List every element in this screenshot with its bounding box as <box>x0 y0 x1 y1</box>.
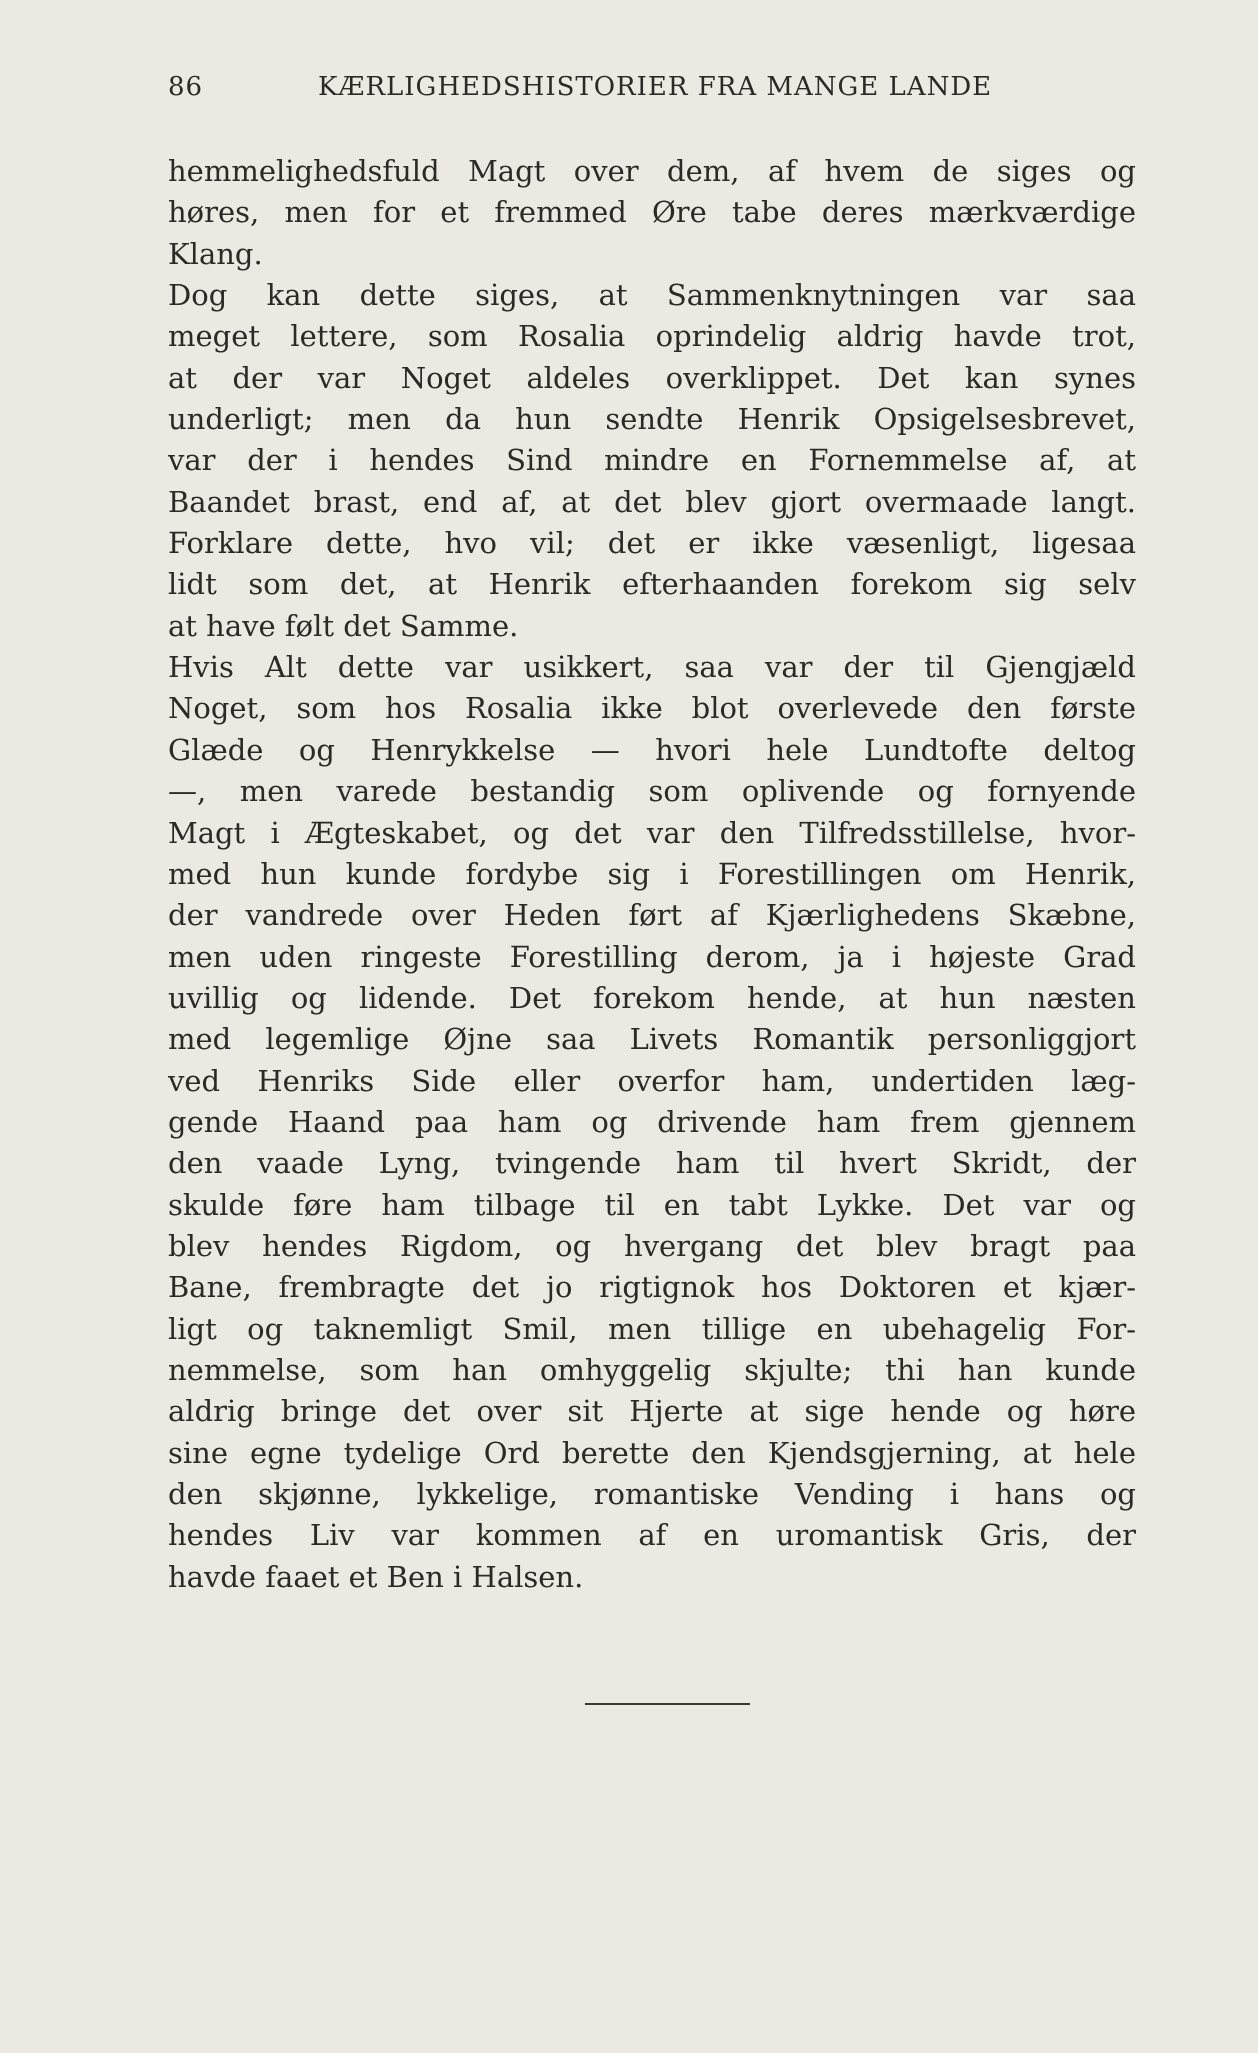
text-line: ligt og taknemligt Smil, men tillige en ubehagelig For- <box>168 1311 1136 1346</box>
text-line: var der i hendes Sind mindre en Fornemmelse af, at <box>168 443 1136 478</box>
text-line: uvillig og lidende. Det forekom hende, at hun næsten <box>168 980 1136 1015</box>
text-line: Hvis Alt dette var usikkert, saa var der til Gjengjæld <box>168 650 1136 685</box>
text-line: men uden ringeste Forestilling derom, ja i højeste Grad <box>168 939 1136 974</box>
text-line: hendes Liv var kommen af en uromantisk Gris, der <box>168 1518 1136 1553</box>
text-line: Klang. <box>168 236 263 271</box>
text-line: Dog kan dette siges, at Sammenknytningen var saa <box>168 278 1136 313</box>
text-line: høres, men for et fremmed Øre tabe deres mærkværdige <box>168 195 1136 230</box>
page-header <box>168 72 1128 108</box>
text-line: nemmelse, som han omhyggelig skjulte; thi han kunde <box>168 1352 1136 1387</box>
text-line: lidt som det, at Henrik efterhaanden forekom sig selv <box>168 567 1136 602</box>
text-line: Forklare dette, hvo vil; det er ikke væsenligt, ligesaa <box>168 526 1136 561</box>
end-rule <box>585 1703 750 1705</box>
page-number: 86 <box>168 72 204 102</box>
text-line: at der var Noget aldeles overklippet. Det kan synes <box>168 360 1136 395</box>
body-text <box>168 151 1136 1598</box>
text-line: gende Haand paa ham og drivende ham frem gjennem <box>168 1104 1136 1139</box>
text-line: hemmelighedsfuld Magt over dem, af hvem de siges og <box>168 154 1136 188</box>
text-line: Noget, som hos Rosalia ikke blot overlevede den første <box>168 691 1136 726</box>
text-line: at have følt det Samme. <box>168 608 519 643</box>
text-line: den skjønne, lykkelige, romantiske Vending i hans og <box>168 1477 1136 1511</box>
running-head: KÆRLIGHEDSHISTORIER FRA MANGE LANDE <box>318 72 993 102</box>
text-line: Bane, frembragte det jo rigtignok hos Doktoren et kjær- <box>168 1270 1136 1305</box>
text-line: Magt i Ægteskabet, og det var den Tilfredsstillelse, hvor- <box>168 815 1136 850</box>
text-line: den vaade Lyng, tvingende ham til hvert Skridt, der <box>168 1146 1136 1181</box>
text-line: Glæde og Henrykkelse — hvori hele Lundtofte deltog <box>168 732 1136 767</box>
text-line: med legemlige Øjne saa Livets Romantik personliggjort <box>168 1022 1136 1057</box>
text-line: havde faaet et Ben i Halsen. <box>168 1559 584 1594</box>
text-line: —, men varede bestandig som oplivende og fornyende <box>168 774 1136 809</box>
text-line: underligt; men da hun sendte Henrik Opsigelsesbrevet, <box>168 402 1136 437</box>
text-line: Baandet brast, end af, at det blev gjort overmaade langt. <box>168 484 1136 519</box>
text-line: ved Henriks Side eller overfor ham, undertiden læg- <box>168 1063 1136 1098</box>
text-line: skulde føre ham tilbage til en tabt Lykke. Det var og <box>168 1187 1136 1222</box>
text-line: blev hendes Rigdom, og hvergang det blev bragt paa <box>168 1228 1136 1263</box>
text-line: der vandrede over Heden ført af Kjærlighedens Skæbne, <box>168 898 1136 933</box>
text-line: meget lettere, som Rosalia oprindelig aldrig havde trot, <box>168 319 1136 354</box>
text-line: aldrig bringe det over sit Hjerte at sige hende og høre <box>168 1394 1136 1429</box>
text-line: sine egne tydelige Ord berette den Kjendsgjerning, at hele <box>168 1435 1136 1470</box>
text-line: med hun kunde fordybe sig i Forestillingen om Henrik, <box>168 856 1136 891</box>
